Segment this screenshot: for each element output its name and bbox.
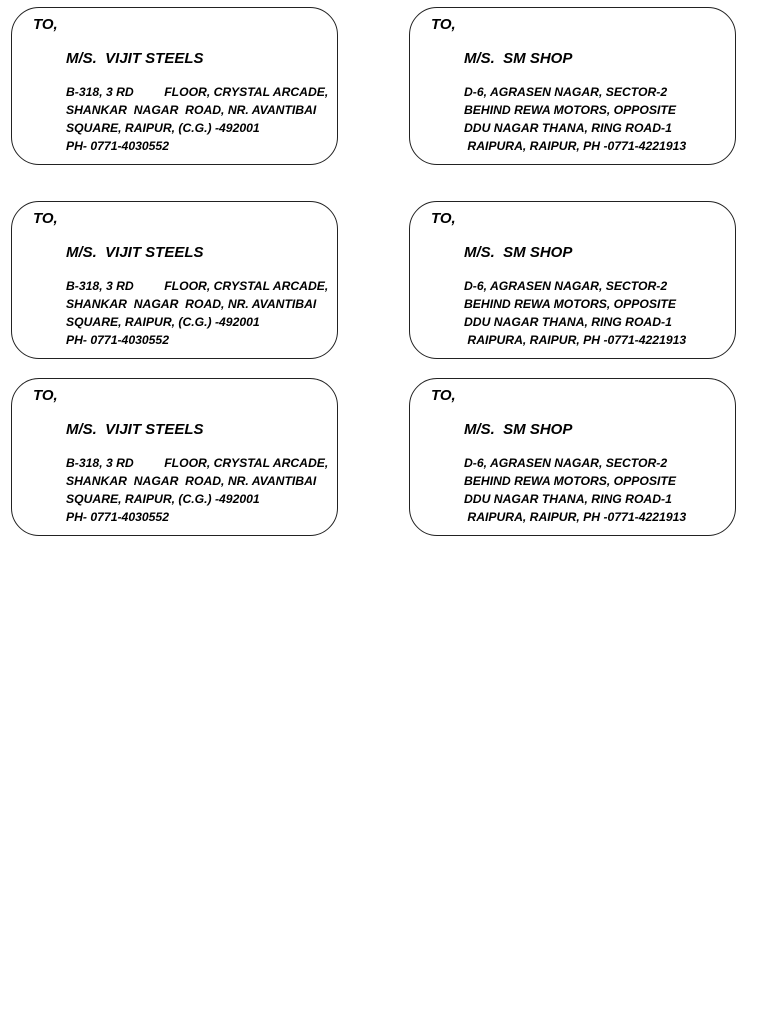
address-label-sm-shop-2 xyxy=(409,201,736,359)
address-line: DDU NAGAR THANA, RING ROAD-1 xyxy=(464,492,672,506)
address-label-vijit-steels-3 xyxy=(11,378,338,536)
address-line: BEHIND REWA MOTORS, OPPOSITE xyxy=(464,474,676,488)
phone-line: PH- 0771-4030552 xyxy=(66,333,169,347)
address-line: SQUARE, RAIPUR, (C.G.) -492001 xyxy=(66,492,260,506)
to-heading: TO, xyxy=(431,16,456,33)
address-line: SQUARE, RAIPUR, (C.G.) -492001 xyxy=(66,121,260,135)
address-line: D-6, AGRASEN NAGAR, SECTOR-2 xyxy=(464,279,668,293)
to-heading: TO, xyxy=(33,210,58,227)
recipient-name: M/S. SM SHOP xyxy=(464,244,573,261)
address-line: SHANKAR NAGAR ROAD, NR. AVANTIBAI xyxy=(66,103,317,117)
address-label-vijit-steels-1 xyxy=(11,7,338,165)
phone-line: RAIPURA, RAIPUR, PH -0771-4221913 xyxy=(464,333,687,347)
to-heading: TO, xyxy=(431,210,456,227)
to-heading: TO, xyxy=(33,16,58,33)
recipient-name: M/S. SM SHOP xyxy=(464,421,573,438)
address-line: B-318, 3 RD FLOOR, CRYSTAL ARCADE, xyxy=(66,279,329,293)
address-block xyxy=(66,277,328,349)
recipient-name: M/S. VIJIT STEELS xyxy=(66,421,204,438)
address-line: SQUARE, RAIPUR, (C.G.) -492001 xyxy=(66,315,260,329)
address-line: SHANKAR NAGAR ROAD, NR. AVANTIBAI xyxy=(66,297,317,311)
address-label-sm-shop-1 xyxy=(409,7,736,165)
address-line: B-318, 3 RD FLOOR, CRYSTAL ARCADE, xyxy=(66,85,329,99)
address-line: DDU NAGAR THANA, RING ROAD-1 xyxy=(464,121,672,135)
recipient-name: M/S. VIJIT STEELS xyxy=(66,50,204,67)
address-block xyxy=(66,83,328,155)
address-line: SHANKAR NAGAR ROAD, NR. AVANTIBAI xyxy=(66,474,317,488)
address-line: BEHIND REWA MOTORS, OPPOSITE xyxy=(464,103,676,117)
address-label-vijit-steels-2 xyxy=(11,201,338,359)
to-heading: TO, xyxy=(431,387,456,404)
address-label-sm-shop-3 xyxy=(409,378,736,536)
address-block xyxy=(464,277,686,349)
phone-line: RAIPURA, RAIPUR, PH -0771-4221913 xyxy=(464,510,687,524)
phone-line: PH- 0771-4030552 xyxy=(66,510,169,524)
phone-line: RAIPURA, RAIPUR, PH -0771-4221913 xyxy=(464,139,687,153)
address-block xyxy=(464,454,686,526)
address-block xyxy=(464,83,686,155)
phone-line: PH- 0771-4030552 xyxy=(66,139,169,153)
address-line: D-6, AGRASEN NAGAR, SECTOR-2 xyxy=(464,456,668,470)
address-line: DDU NAGAR THANA, RING ROAD-1 xyxy=(464,315,672,329)
address-line: BEHIND REWA MOTORS, OPPOSITE xyxy=(464,297,676,311)
recipient-name: M/S. SM SHOP xyxy=(464,50,573,67)
address-line: D-6, AGRASEN NAGAR, SECTOR-2 xyxy=(464,85,668,99)
address-block xyxy=(66,454,328,526)
to-heading: TO, xyxy=(33,387,58,404)
recipient-name: M/S. VIJIT STEELS xyxy=(66,244,204,261)
address-line: B-318, 3 RD FLOOR, CRYSTAL ARCADE, xyxy=(66,456,329,470)
